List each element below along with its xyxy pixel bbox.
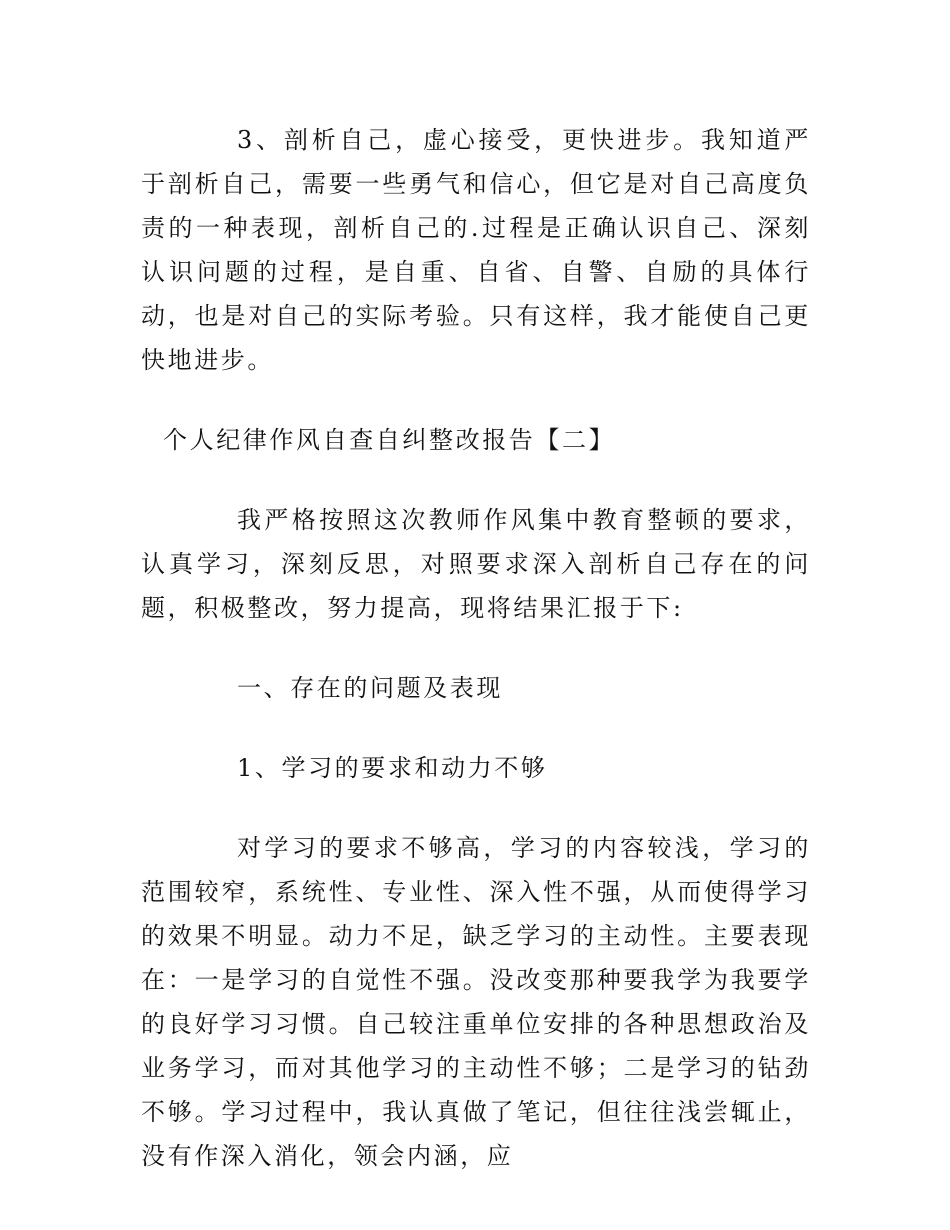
paragraph-spacer	[141, 630, 811, 666]
paragraph-spacer	[141, 790, 811, 826]
report-title: 个人纪律作风自查自纠整改报告【二】	[163, 426, 616, 454]
paragraph-spacer	[141, 462, 811, 498]
paragraph-learning-issues: 对学习的要求不够高，学习的内容较浅，学习的范围较窄，系统性、专业性、深入性不强，从而使得学习的效果不明显。动力不足，缺乏学习的主动性。主要表现在：一是学习的自觉性不强。没改变那种要我学为我要学的良好学习习惯。自己较注重单位安排的各种思想政治及业务学习，而对其他学习的主动性不够；二是学习的钻劲不够。学习过程中，我认真做了笔记，但往往浅尝辄止，没有作深入消化，领会内涵，应	[141, 834, 811, 1170]
subsection-heading: 1、学习的要求和动力不够	[237, 754, 548, 782]
paragraph-intro: 我严格按照这次教师作风集中教育整顿的要求，认真学习，深刻反思，对照要求深入剖析自己存在的问题，积极整改，努力提高，现将结果汇报于下:	[141, 506, 811, 622]
paragraph-spacer	[141, 710, 811, 746]
document-body	[141, 118, 811, 1178]
section-heading: 一、存在的问题及表现	[237, 674, 503, 702]
paragraph-self-analysis: 3、剖析自己，虚心接受，更快进步。我知道严于剖析自己，需要一些勇气和信心，但它是对自己高度负责的一种表现，剖析自己的.过程是正确认识自己、深刻认识问题的过程，是自重、自省、自警、自励的具体行动，也是对自己的实际考验。只有这样，我才能使自己更快地进步。	[141, 126, 811, 374]
paragraph-spacer	[141, 382, 811, 418]
